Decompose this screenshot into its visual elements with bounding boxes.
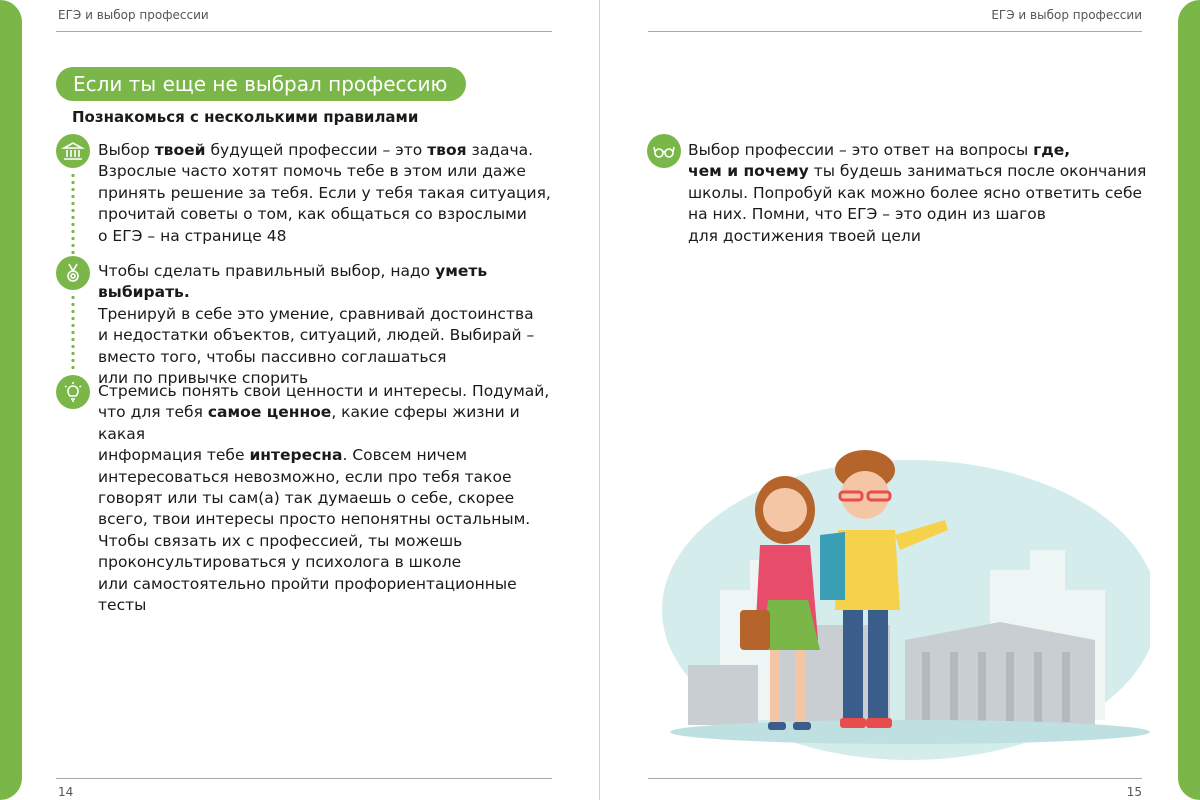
- rule-text-2: [98, 261, 558, 389]
- emphasis-text: твоей: [154, 141, 206, 159]
- header-rule-right: [648, 31, 1142, 32]
- body-text: школы. Попробуй как можно более ясно ответить себе: [688, 183, 1143, 202]
- bank-building-icon: [56, 134, 90, 168]
- section-subtitle: Познакомься с несколькими правилами: [72, 108, 419, 126]
- body-text: говорят или ты сам(а) так думаешь о себе, скорее: [98, 489, 515, 508]
- body-text: вместо того, чтобы пассивно соглашаться: [98, 347, 447, 366]
- body-text: интересоваться невозможно, если про тебя такое: [98, 467, 512, 486]
- body-text: будущей профессии – это: [205, 141, 428, 159]
- body-text: для достижения твоей цели: [688, 226, 921, 245]
- body-text: ты будешь заниматься после окончания: [808, 162, 1147, 181]
- page-number-left: 14: [58, 785, 74, 799]
- body-text: Чтобы сделать правильный выбор, надо: [98, 262, 436, 280]
- body-text: Тренируй в себе это умение, сравнивай достоинства: [98, 304, 534, 323]
- running-head-right: ЕГЭ и выбор профессии: [991, 8, 1142, 22]
- body-text: Стремись понять свои ценности и интересы. Подумай,: [98, 382, 550, 400]
- body-text: что для тебя: [98, 403, 208, 422]
- body-text: всего, твои интересы просто непонятны остальным.: [98, 510, 531, 529]
- body-text: прочитай советы о том, как общаться со взрослыми: [98, 205, 527, 224]
- right-note-text: [688, 140, 1148, 247]
- body-text: проконсультироваться у психолога в школе: [98, 553, 462, 572]
- body-text: Чтобы связать их с профессией, ты можешь: [98, 531, 463, 550]
- body-text: Выбор профессии – это ответ на вопросы: [688, 141, 1034, 159]
- right-edge-tab: [1178, 0, 1200, 800]
- header-rule-left: [56, 31, 552, 32]
- rule-text-3: [98, 381, 568, 616]
- body-text: и недостатки объектов, ситуаций, людей. Выбирай –: [98, 326, 535, 345]
- footer-rule-right: [648, 778, 1142, 779]
- page-gutter: [599, 0, 600, 800]
- body-text: Взрослые часто хотят помочь тебе в этом или даже: [98, 162, 526, 181]
- section-title: Если ты еще не выбрал профессию: [56, 67, 466, 101]
- emphasis-text: где,: [1033, 141, 1071, 159]
- rule-connector-1: [71, 172, 75, 254]
- body-text: информация тебе: [98, 446, 250, 465]
- left-edge-tab: [0, 0, 22, 800]
- body-text: . Совсем ничем: [342, 446, 468, 465]
- students-city-illustration: [660, 440, 1150, 760]
- body-text: о ЕГЭ – на странице 48: [98, 226, 287, 245]
- emphasis-text: уметь выбирать.: [98, 262, 488, 302]
- body-text: или самостоятельно пройти профориентационные: [98, 574, 517, 593]
- lightbulb-icon: [56, 375, 90, 409]
- page-number-right: 15: [1126, 785, 1142, 799]
- body-text: принять решение за тебя. Если у тебя такая ситуация,: [98, 183, 551, 202]
- footer-rule-left: [56, 778, 552, 779]
- body-text: , какие сферы жизни и какая: [98, 403, 520, 443]
- body-text: тесты: [98, 596, 147, 615]
- emphasis-text: интересна: [249, 446, 343, 465]
- glasses-icon: [647, 134, 681, 168]
- running-head-left: ЕГЭ и выбор профессии: [58, 8, 209, 22]
- rule-connector-2: [71, 294, 75, 372]
- emphasis-text: самое ценное: [207, 403, 332, 422]
- emphasis-text: чем и почему: [688, 162, 809, 181]
- rule-text-1: [98, 140, 558, 247]
- medal-icon: [56, 256, 90, 290]
- body-text: или по привычке спорить: [98, 369, 309, 388]
- emphasis-text: твоя: [427, 141, 467, 159]
- body-text: на них. Помни, что ЕГЭ – это один из шагов: [688, 205, 1046, 224]
- body-text: задача.: [466, 141, 534, 159]
- body-text: Выбор: [98, 141, 155, 159]
